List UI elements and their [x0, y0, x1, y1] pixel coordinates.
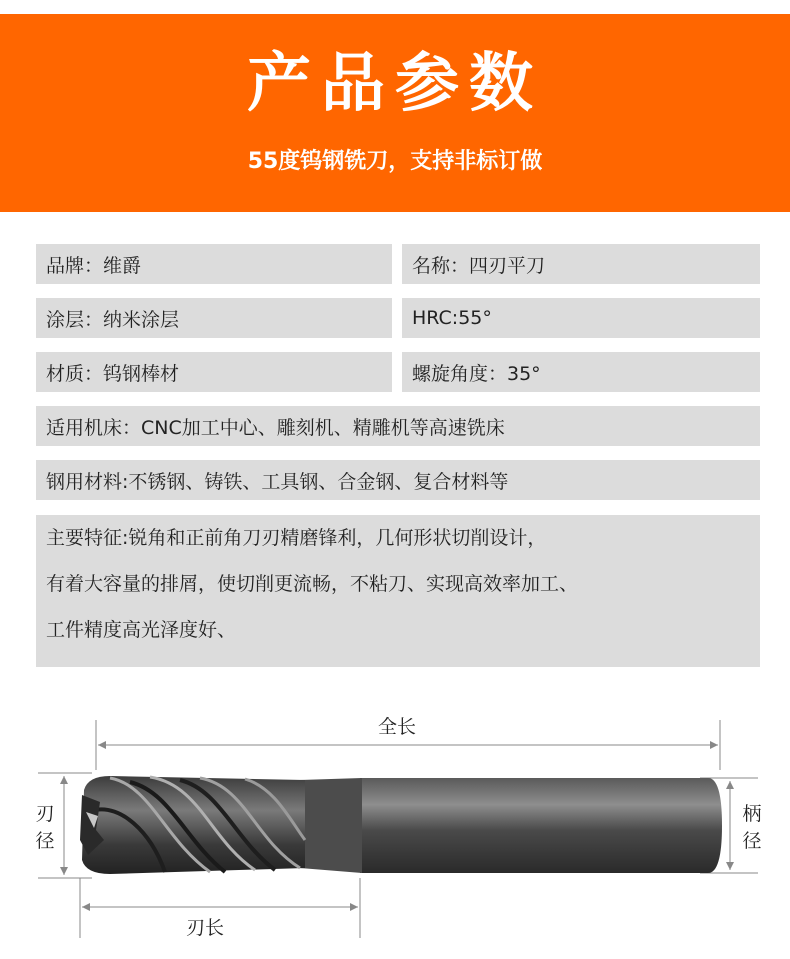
spec-hardness: HRC:55°: [402, 298, 760, 338]
spec-machines: 适用机床：CNC加工中心、雕刻机、精雕机等高速铣床: [36, 406, 760, 446]
spec-features: [36, 515, 760, 667]
shank-diameter-label-1: 柄: [742, 803, 762, 825]
header-banner: [0, 14, 790, 212]
spec-coating: 涂层：纳米涂层: [36, 298, 392, 338]
spec-brand: 品牌：维爵: [36, 244, 392, 284]
spec-name: 名称：四刃平刀: [402, 244, 760, 284]
end-mill-diagram: [0, 690, 790, 959]
blade-length-dimension: [80, 878, 360, 939]
tool-neck: [300, 778, 362, 873]
total-length-label: 全长: [377, 716, 417, 738]
page-subtitle: 55度钨钢铣刀，支持非标订做: [247, 149, 543, 174]
blade-length-label: 刃长: [185, 917, 225, 939]
spec-workpieces: 钢用材料:不锈钢、铸铁、工具钢、合金钢、复合材料等: [36, 460, 760, 500]
feature-line: 工件精度高光泽度好、: [46, 619, 237, 641]
page-title: 产品参数: [247, 47, 543, 121]
end-mill-tool: [80, 776, 722, 874]
spec-material: 材质：钨钢棒材: [36, 352, 392, 392]
spec-helix: 螺旋角度：35°: [402, 352, 760, 392]
feature-line: 有着大容量的排屑，使切削更流畅，不粘刀、实现高效率加工、: [46, 573, 579, 595]
total-length-dimension: [96, 716, 720, 770]
shank-diameter-label-2: 径: [742, 830, 762, 852]
feature-line: 主要特征:锐角和正前角刀刃精磨锋利，几何形状切削设计，: [46, 527, 547, 549]
tool-shank: [360, 778, 722, 873]
blade-diameter-label-2: 径: [35, 830, 55, 852]
blade-diameter-label-1: 刃: [35, 803, 55, 825]
